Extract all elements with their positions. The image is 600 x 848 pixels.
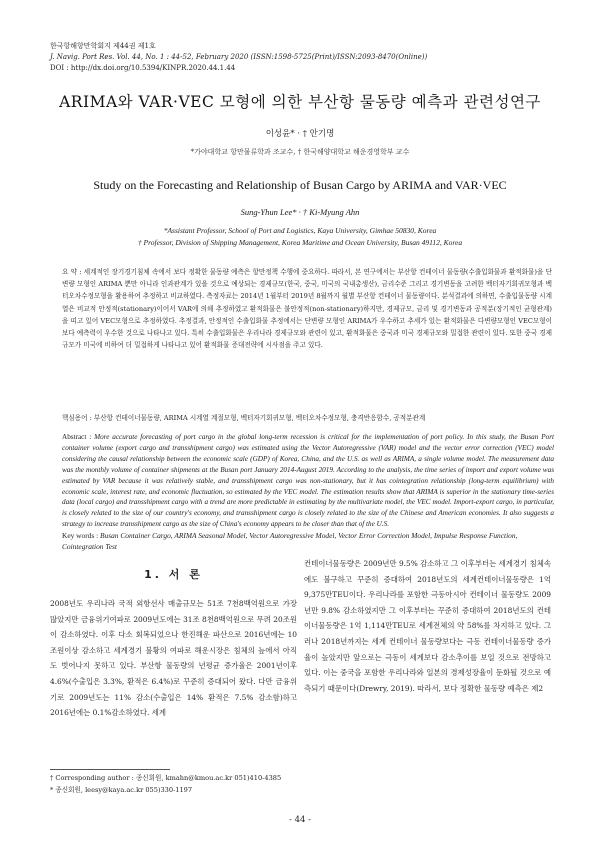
body-column-right: 컨테이너물동량은 2009년만 9.5% 감소하고 그 이후부터는 세계경기 침체속에도 불구하고 꾸준히 증대하여 2018년도의 세계컨테이너물동량은 1억 9,375만TEU이다. 우리나라를 포함한 극동아시아 컨테이너 물동량도 2009년만 9.8% 감소하였지만 그 이후부터는 꾸준히 증대하여 2018년도의 컨테이너물동량은 1억 1,114만TEU로 세계전체의 약 58%를 차지하고 있다. 그러나 2018년까지는 세계 컨테이너 물동량보다는 극동 컨테이너물동량 증가율이 높았지만 앞으로는 극동이 세계보다 감소추이를 보일 것으로 전망하고 있다. 이는 중국을 포함한 우리나라와 일본의 경제성장율이 둔화될 것으로 예측되기 때문이다(Drewry, 2019). 따라서, 보다 정확한 물동량 예측은 제2 <box>304 559 551 693</box>
section-heading-introduction: 1. 서 론 <box>144 568 203 581</box>
footnote-first-author: * 종신회원, leesy@kaya.ac.kr 055)330-1197 <box>50 786 193 794</box>
journal-name-ko: 한국항해항만학회지 제44권 제1호 <box>50 42 156 50</box>
doi-link[interactable]: DOI : http://dx.doi.org/10.5394/KINPR.2020.44.1.44 <box>50 64 236 72</box>
keywords-en-text: Busan Container Cargo, ARIMA Seasonal Model, Vector Autoregressive Model, Vector Error Correction Model, Impulse Response Function, Cointegration Test <box>62 531 518 551</box>
abstract-en-label: Abstract : <box>62 433 92 441</box>
affiliation-en-2: † Professor, Division of Shipping Management, Korea Maritime and Ocean University, Busan 49112, Korea <box>137 238 463 247</box>
body-column-left: 2008년도 우리나라 국적 외항선사 매출규모는 51조 7천8백억원으로 가장 많았지만 금융위기여파로 2009년도에는 31조 8천8백억원으로 무려 20조원이 감소하였다. 이후 다소 회복되었으나 한진해운 파산으로 2016년에는 10조원이상 감소하고 세계경기 불황의 여파로 해운시장은 침체의 늪에서 아직도 벗어나지 못하고 있다. 부산항 물동량의 년평균 증가율은 2001년이후 4.6%(수출입은 3.3%, 환적은 6.4%)로 꾸준히 증대되어 왔다. 다만 금융위기로 2009년도는 11% 감소(수출입은 14% 환적은 7.5% 감소함)하고 2016년에는 0.1%감소하였다. 세계 <box>50 599 297 718</box>
footnotes <box>50 772 350 796</box>
paper-title-en: Study on the Forecasting and Relationship of Busan Cargo by ARIMA and VAR·VEC <box>93 178 507 192</box>
page-number: - 44 - <box>289 815 311 825</box>
footnote-corresponding-author: † Corresponding author : 종신회원, kmahn@kmou.ac.kr 051)410-4385 <box>50 774 282 782</box>
affiliations-ko: *가야대학교 항만물류학과 조교수, † 한국해양대학교 해운경영학부 교수 <box>190 148 410 156</box>
journal-header <box>50 41 570 74</box>
keywords-ko: 핵심용어 : 부산항 컨테이너물동량, ARIMA 시계열 계절모형, 벡터자기회귀모형, 벡터오차수정모형, 충격반응함수, 공적분관계 <box>62 414 426 422</box>
keywords-en <box>62 530 554 552</box>
affiliation-en-1: *Assistant Professor, School of Port and Logistics, Kaya University, Gimhae 50830, Korea <box>163 226 437 235</box>
abstract-ko: 요 약 : 세계적인 장기경기침체 속에서 보다 정확한 물동량 예측은 항만정책 수행에 중요하다. 따라서, 본 연구에서는 부산항 컨테이너 물동량(수출입화물과 환적화물)을 단변량 모형인 ARIMA 뿐만 아니라 인과관계가 있을 것으로 예상되는 경제규모(한국, 중국, 미국의 국내총생산), 금리수준 그리고 경기변동을 고려한 벡터자기회귀모형과 벡터오차수정모형을 활용하여 추정하고 비교하였다. 측정자료는 2014년 1월부터 2019년 8월까지 월별 부산항 컨테이너 물동량이다. 분석결과에 의하면, 수출입물동량 시계열은 비교적 안정적(stationary)이어서 VAR에 의해 추정하였고 환적화물은 불안정적(non-stationary)하지만, 경제규모, 금리 및 경기변동과 공적분(장기적인 균형관계)을 띠고 있어 VEC모형으로 추정하였다. 추정결과, 안정적인 수출입화물 추정에서는 단변량 모형인 ARIMA가 우수하고 추세가 있는 환적화물은 다변량모형인 VEC모형이 보다 예측력이 우수한 것으로 나타나고 있다. 특히 수출입화물은 우리나라 경제규모와 관련이 있고, 환적화물은 중국과 미국 경제규모와 밀접한 관련이 있다. 또한 중국 경제규모가 미국에 비하여 더 밀접하게 나타나고 있어 환적화물 증대전략에 시사점을 주고 있다. <box>62 268 552 350</box>
abstract-en <box>62 432 554 530</box>
authors-ko: 이성윤* · † 안기명 <box>265 129 335 139</box>
footnote-divider <box>50 769 170 770</box>
keywords-en-label: Key words : <box>62 531 99 540</box>
authors-en: Sung-Yhun Lee* · † Ki-Myung Ahn <box>240 207 360 217</box>
abstract-en-text: More accurate forecasting of port cargo in the global long-term recession is critical for the implementation of port policy. In this study, the Busan Port container volume (export cargo and transshipment cargo) was estimated using the Vector Autoregressive (VAR) model and the vector error correction (VEC) model considering the causal relationship between the economic scale (GDP) of Korea, China, and the U.S. as well as ARIMA, a single volume model. The measurement data was the monthly volume of container shipments at the Busan port January 2014-August 2019. According to the analysis, the time series of import and export volume was estimated by VAR because it was relatively stable, and transshipment cargo was non-stationary, but it has cointegration relationship (long-term equilibrium) with economic scale, interest rate, and economic fluctuation, so estimated by the VEC model. The estimation results show that ARIMA is superior in the stationary time-series data (local cargo) and transshipment cargo with a trend are more predictable in estimating by the multivariate model, the VEC model. Import-export cargo, in particular, is closely related to the size of our country's economy, and transshipment cargo is closely related to the size of the Chinese and American economies. It also suggests a strategy to increase transshipment cargo as the size of China's economy appears to be closer than that of the U.S. <box>62 433 554 529</box>
paper-title-ko: ARIMA와 VAR·VEC 모형에 의한 부산항 물동량 예측과 관련성연구 <box>59 93 541 111</box>
affiliations-en <box>0 225 600 249</box>
journal-citation: J. Navig. Port Res. Vol. 44, No. 1 : 44-52, February 2020 (ISSN:1598-5725(Print)/ISSN:2093-8470(Online)) <box>50 53 428 61</box>
